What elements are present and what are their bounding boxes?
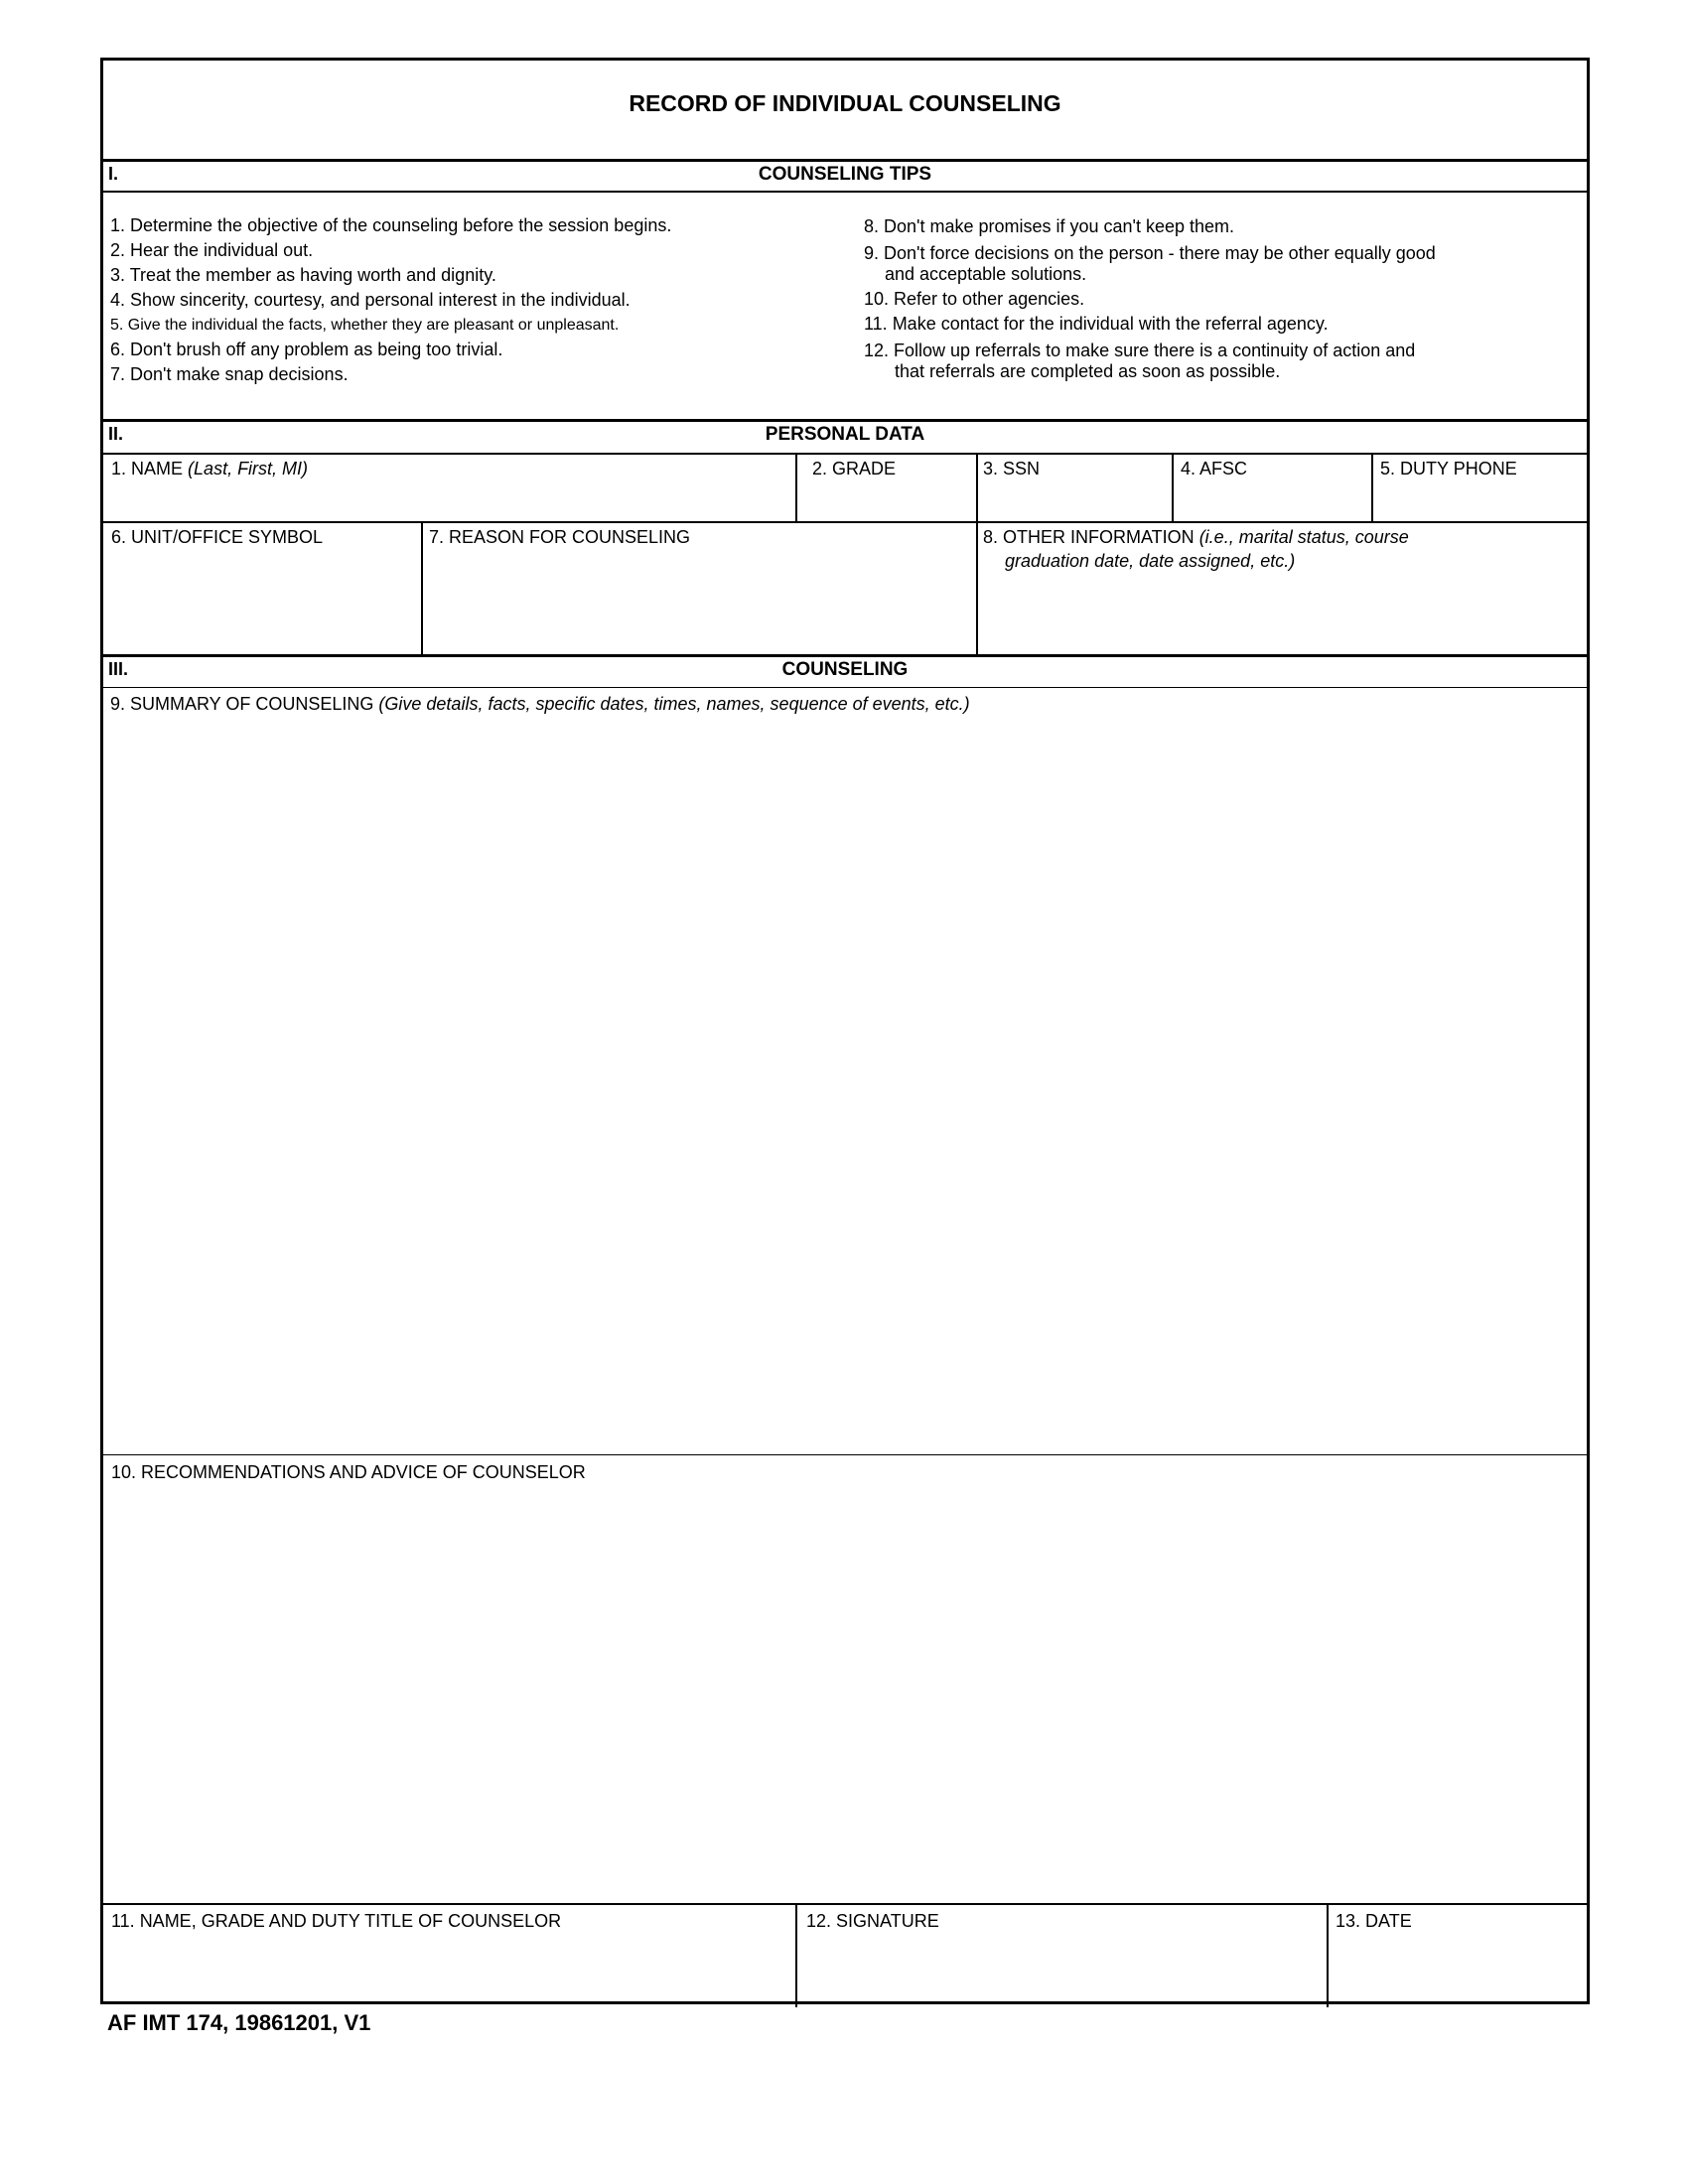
tip-item: 8. Don't make promises if you can't keep them. bbox=[864, 216, 1235, 236]
form-title: RECORD OF INDIVIDUAL COUNSELING bbox=[629, 90, 1061, 116]
divider bbox=[795, 1903, 797, 2007]
divider bbox=[795, 453, 797, 521]
section-title-counseling-tips: COUNSELING TIPS bbox=[758, 164, 932, 185]
divider bbox=[103, 521, 1587, 523]
summary-of-counseling-label: 9. SUMMARY OF COUNSELING (Give details, facts, specific dates, times, names, sequence of events, etc.) bbox=[110, 694, 970, 714]
recommendations-label: 10. RECOMMENDATIONS AND ADVICE OF COUNSELOR bbox=[111, 1462, 586, 1482]
afsc-input[interactable] bbox=[1181, 483, 1363, 515]
divider bbox=[103, 191, 1587, 193]
divider bbox=[1371, 453, 1373, 521]
other-information-label: 8. OTHER INFORMATION (i.e., marital status, course bbox=[983, 527, 1409, 547]
tip-item: 4. Show sincerity, courtesy, and personal interest in the individual. bbox=[110, 290, 631, 310]
tip-item-continued: that referrals are completed as soon as possible. bbox=[895, 361, 1281, 381]
tip-item-continued: and acceptable solutions. bbox=[885, 264, 1087, 284]
date-input[interactable] bbox=[1336, 1937, 1579, 1998]
tip-item: 2. Hear the individual out. bbox=[110, 240, 314, 260]
divider bbox=[103, 159, 1587, 162]
divider bbox=[976, 453, 978, 521]
duty-phone-field-label: 5. DUTY PHONE bbox=[1380, 459, 1517, 478]
tip-item: 11. Make contact for the individual with the referral agency. bbox=[864, 314, 1329, 334]
divider bbox=[421, 521, 423, 654]
other-information-input[interactable] bbox=[983, 577, 1579, 648]
section-number: III. bbox=[108, 659, 129, 679]
tip-item: 9. Don't force decisions on the person - there may be other equally good bbox=[864, 243, 1436, 263]
tip-item: 1. Determine the objective of the counseling before the session begins. bbox=[110, 215, 672, 235]
divider bbox=[103, 654, 1587, 657]
other-information-hint: graduation date, date assigned, etc.) bbox=[1005, 551, 1296, 571]
section-title-counseling: COUNSELING bbox=[781, 659, 909, 680]
duty-phone-input[interactable] bbox=[1380, 483, 1579, 515]
grade-input[interactable] bbox=[812, 483, 966, 515]
section-title-personal-data: PERSONAL DATA bbox=[765, 424, 925, 445]
name-input[interactable] bbox=[111, 483, 786, 515]
counseling-form bbox=[100, 58, 1590, 2004]
tip-item: 7. Don't make snap decisions. bbox=[110, 364, 349, 384]
signature-label: 12. SIGNATURE bbox=[806, 1911, 939, 1931]
counselor-name-input[interactable] bbox=[111, 1937, 786, 1998]
divider bbox=[1172, 453, 1174, 521]
tips-list-left bbox=[110, 213, 671, 387]
signature-box[interactable] bbox=[806, 1937, 1318, 1998]
recommendations-input[interactable] bbox=[111, 1488, 1581, 1890]
divider bbox=[1327, 1903, 1329, 2007]
section-number: I. bbox=[108, 164, 119, 184]
summary-of-counseling-input[interactable] bbox=[110, 720, 1580, 1439]
section-number: II. bbox=[108, 424, 124, 444]
tip-item: 6. Don't brush off any problem as being too trivial. bbox=[110, 340, 503, 359]
unit-office-symbol-input[interactable] bbox=[111, 553, 414, 648]
divider bbox=[103, 453, 1587, 455]
afsc-field-label: 4. AFSC bbox=[1181, 459, 1248, 478]
divider bbox=[103, 419, 1587, 422]
reason-for-counseling-input[interactable] bbox=[429, 553, 968, 648]
reason-for-counseling-label: 7. REASON FOR COUNSELING bbox=[429, 527, 691, 547]
ssn-field-label: 3. SSN bbox=[983, 459, 1041, 478]
counselor-name-label: 11. NAME, GRADE AND DUTY TITLE OF COUNSELOR bbox=[111, 1911, 562, 1931]
divider bbox=[976, 521, 978, 654]
tip-item: 3. Treat the member as having worth and dignity. bbox=[110, 265, 496, 285]
tip-item: 5. Give the individual the facts, whether they are pleasant or unpleasant. bbox=[110, 317, 620, 334]
divider bbox=[103, 1903, 1587, 1905]
name-field-label: 1. NAME (Last, First, MI) bbox=[111, 459, 309, 478]
grade-field-label: 2. GRADE bbox=[812, 459, 897, 478]
date-label: 13. DATE bbox=[1336, 1911, 1412, 1931]
tips-list-right bbox=[864, 214, 1436, 382]
tip-item: 10. Refer to other agencies. bbox=[864, 289, 1085, 309]
tip-item: 12. Follow up referrals to make sure there is a continuity of action and bbox=[864, 341, 1416, 360]
divider bbox=[103, 1454, 1587, 1455]
ssn-input[interactable] bbox=[983, 483, 1164, 515]
divider bbox=[103, 687, 1587, 688]
form-number-footer: AF IMT 174, 19861201, V1 bbox=[107, 2010, 371, 2035]
unit-office-symbol-label: 6. UNIT/OFFICE SYMBOL bbox=[111, 527, 324, 547]
